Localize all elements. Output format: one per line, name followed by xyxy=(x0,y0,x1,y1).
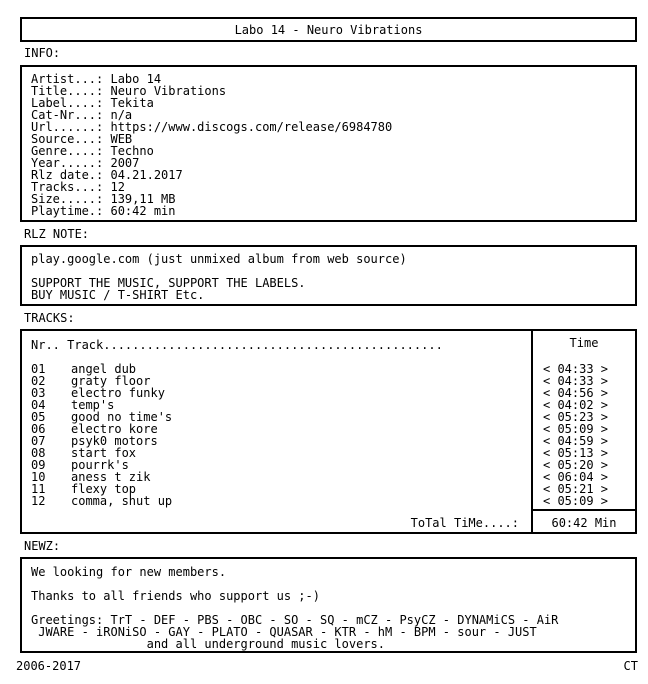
track-title: angel dub xyxy=(71,362,137,376)
track-number: 03 xyxy=(31,386,46,400)
info-line: Genre....: Techno xyxy=(31,144,154,158)
footer-years: 2006-2017 xyxy=(16,659,82,673)
track-time: < 05:20 > xyxy=(543,458,609,472)
total-time-label: ToTal TiMe....: xyxy=(410,516,519,530)
time-column-header: Time xyxy=(569,336,599,350)
track-title: start fox xyxy=(71,446,137,460)
track-number: 01 xyxy=(31,362,46,376)
greetings-line: Greetings: TrT - DEF - PBS - OBC - SO - SQ - mCZ - PsyCZ - DYNAMiCS - AiR xyxy=(31,613,559,627)
track-title: flexy top xyxy=(71,482,137,496)
track-time: < 04:59 > xyxy=(543,434,609,448)
track-title: psyk0 motors xyxy=(71,434,158,448)
rlz-note-line: SUPPORT THE MUSIC, SUPPORT THE LABELS. xyxy=(31,276,306,290)
info-line: Label....: Tekita xyxy=(31,96,154,110)
info-line: Title....: Neuro Vibrations xyxy=(31,84,227,98)
newz-line: Thanks to all friends who support us ;-) xyxy=(31,589,320,603)
newz-box xyxy=(20,557,637,653)
track-number: 04 xyxy=(31,398,46,412)
track-number: 10 xyxy=(31,470,46,484)
track-number: 02 xyxy=(31,374,46,388)
page-title: Labo 14 - Neuro Vibrations xyxy=(234,23,423,37)
info-heading: INFO: xyxy=(24,46,61,60)
track-number: 12 xyxy=(31,494,46,508)
tracks-column-divider xyxy=(531,331,533,532)
info-line: Cat-Nr...: n/a xyxy=(31,108,133,122)
info-line: Source...: WEB xyxy=(31,132,133,146)
tracks-box xyxy=(20,329,637,534)
newz-line: We looking for new members. xyxy=(31,565,227,579)
tracks-heading: TRACKS: xyxy=(24,311,75,325)
info-line: Url......: https://www.discogs.com/release/6984780 xyxy=(31,120,393,134)
track-time: < 05:21 > xyxy=(543,482,609,496)
info-line: Artist...: Labo 14 xyxy=(31,72,162,86)
newz-heading: NEWZ: xyxy=(24,539,61,553)
footer-signature: CT xyxy=(623,659,638,673)
track-title: temp's xyxy=(71,398,115,412)
rlz-note-line: play.google.com (just unmixed album from web source) xyxy=(31,252,407,266)
track-time: < 04:56 > xyxy=(543,386,609,400)
track-number: 07 xyxy=(31,434,46,448)
track-number: 06 xyxy=(31,422,46,436)
track-number: 09 xyxy=(31,458,46,472)
track-number: 05 xyxy=(31,410,46,424)
track-title: comma, shut up xyxy=(71,494,173,508)
rlz-note-heading: RLZ NOTE: xyxy=(24,227,90,241)
track-time: < 05:09 > xyxy=(543,422,609,436)
track-title: good no time's xyxy=(71,410,173,424)
track-title: aness t zik xyxy=(71,470,151,484)
track-time: < 04:33 > xyxy=(543,362,609,376)
greetings-line: JWARE - iRONiSO - GAY - PLATO - QUASAR - KTR - hM - BPM - sour - JUST xyxy=(31,625,537,639)
track-time: < 04:33 > xyxy=(543,374,609,388)
tracks-total-divider xyxy=(531,509,635,511)
info-line: Rlz date.: 04.21.2017 xyxy=(31,168,183,182)
track-title: pourrk's xyxy=(71,458,129,472)
info-line: Playtime.: 60:42 min xyxy=(31,204,176,218)
info-line: Year.....: 2007 xyxy=(31,156,140,170)
title-box xyxy=(20,17,637,42)
total-time-value: 60:42 Min xyxy=(551,516,617,530)
track-title: electro kore xyxy=(71,422,158,436)
track-number: 11 xyxy=(31,482,46,496)
rlz-note-box xyxy=(20,245,637,306)
track-time: < 05:09 > xyxy=(543,494,609,508)
track-title: electro funky xyxy=(71,386,165,400)
track-number: 08 xyxy=(31,446,46,460)
track-time: < 05:23 > xyxy=(543,410,609,424)
tracks-column-header: Nr.. Track............................................... xyxy=(31,338,443,352)
greetings-line: and all underground music lovers. xyxy=(31,637,386,651)
info-line: Size.....: 139,11 MB xyxy=(31,192,176,206)
track-time: < 04:02 > xyxy=(543,398,609,412)
track-time: < 06:04 > xyxy=(543,470,609,484)
track-title: graty floor xyxy=(71,374,151,388)
info-line: Tracks...: 12 xyxy=(31,180,125,194)
rlz-note-line: BUY MUSIC / T-SHIRT Etc. xyxy=(31,288,205,302)
track-time: < 05:13 > xyxy=(543,446,609,460)
info-box xyxy=(20,65,637,222)
